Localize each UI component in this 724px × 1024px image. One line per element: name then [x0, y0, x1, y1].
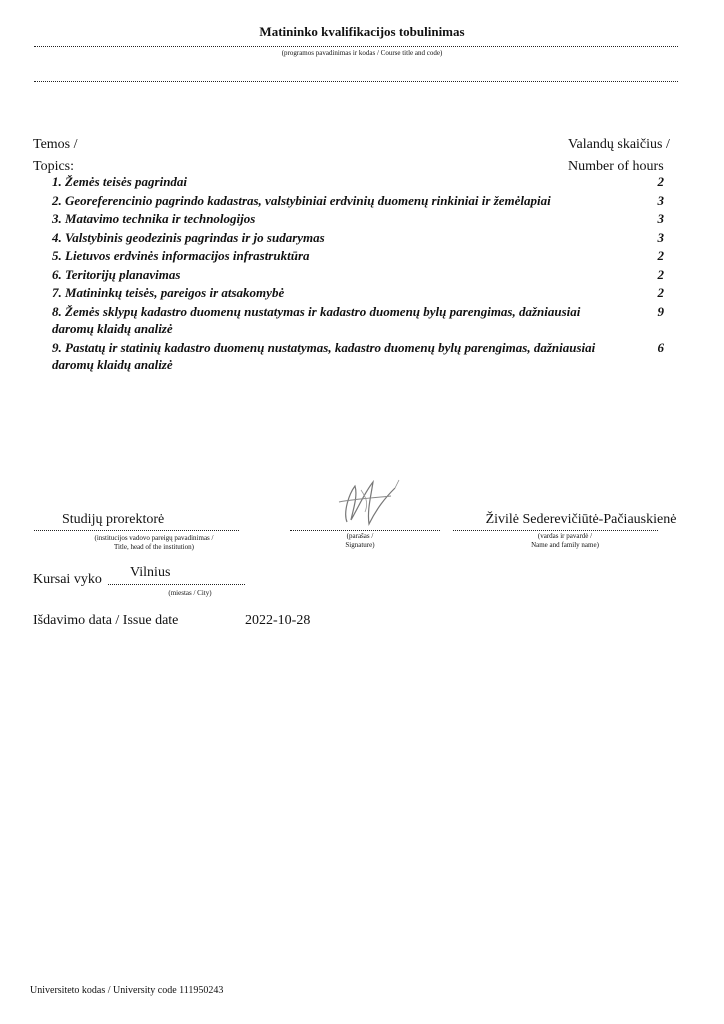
topic-text: 4. Valstybinis geodezinis pagrindas ir jo sudarymas: [52, 229, 325, 245]
list-item: [52, 192, 672, 210]
name-caption: [490, 532, 640, 550]
city-line: [108, 584, 245, 585]
location-city: Vilnius: [130, 565, 171, 580]
issue-date-value: 2022-10-28: [245, 613, 311, 628]
signature-caption-line1: (parašas /: [346, 532, 374, 540]
name-caption-line1: (vardas ir pavardė /: [537, 532, 593, 540]
list-item: [52, 247, 672, 265]
position-caption: [34, 534, 274, 552]
list-item: [52, 266, 672, 284]
city-caption: (miestas / City): [168, 589, 212, 597]
location-label: Kursai vyko: [33, 572, 102, 587]
topic-text: 2. Georeferencinio pagrindo kadastras, valstybiniai erdvinių duomenų rinkiniai ir žemėlapiai: [52, 192, 551, 208]
topic-text: 3. Matavimo technika ir technologijos: [52, 211, 256, 226]
name-line: [453, 530, 658, 531]
list-item: [52, 284, 672, 302]
topic-text: 7. Matininkų teisės, pareigos ir atsakomybė: [52, 285, 285, 300]
position-line: [34, 530, 239, 531]
list-item: [52, 229, 672, 247]
position-title: Studijų prorektorė: [62, 512, 165, 527]
topic-hours: 2: [657, 248, 664, 263]
topics-list: [52, 173, 672, 375]
position-caption-line2: Title, head of the institution): [113, 543, 195, 551]
university-code: [30, 985, 223, 996]
signatory-name: Živilė Sederevičiūtė-Pačiauskienė: [485, 512, 677, 527]
hours-header-line1: Valandų skaičius /: [568, 137, 670, 152]
issue-date-label: Išdavimo data / Issue date: [33, 613, 179, 628]
list-item: [52, 303, 672, 338]
topic-hours: 2: [657, 266, 664, 282]
topics-header: [33, 134, 78, 178]
signature-caption-line2: Signature): [345, 541, 375, 549]
course-title-caption: (programos pavadinimas ir kodas / Course title and code): [281, 49, 443, 57]
list-item: [52, 173, 672, 191]
topic-text: 1. Žemės teisės pagrindai: [52, 174, 188, 189]
university-code-value: 111950243: [179, 985, 224, 996]
name-caption-line2: Name and family name): [531, 541, 599, 549]
topic-text: 9. Pastatų ir statinių kadastro duomenų nustatymas, kadastro duomenų bylų parengimas, dažniausiai daromų klaidų analizė: [52, 339, 596, 372]
topic-hours: 2: [657, 174, 664, 189]
topic-hours: 6: [657, 339, 664, 355]
position-caption-line1: (institucijos vadovo pareigų pavadinimas /: [94, 534, 214, 542]
topic-text: 5. Lietuvos erdvinės informacijos infrastruktūra: [52, 248, 310, 263]
topic-hours: 3: [657, 229, 664, 245]
list-item: [52, 210, 672, 228]
handwritten-signature: [325, 472, 415, 530]
topic-hours: 9: [657, 303, 664, 319]
hours-header: [568, 134, 718, 178]
signature-line: [290, 530, 440, 531]
topic-hours: 3: [657, 192, 664, 208]
university-code-label: Universiteto kodas / University code: [30, 985, 177, 996]
topic-text: 8. Žemės sklypų kadastro duomenų nustatymas ir kadastro duomenų bylų parengimas, dažniausiai daromų klaidų analizė: [52, 303, 581, 336]
topic-hours: 2: [657, 285, 664, 300]
topics-header-line1: Temos /: [33, 137, 78, 152]
blank-line: [34, 81, 678, 82]
list-item: [52, 339, 672, 374]
hours-header-line2: Number of hours: [568, 159, 664, 174]
topic-text: 6. Teritorijų planavimas: [52, 266, 181, 282]
signature-caption: [290, 532, 430, 550]
topic-hours: 3: [657, 211, 664, 226]
topics-header-line2: Topics:: [33, 159, 75, 174]
course-title: Matininko kvalifikacijos tobulinimas: [259, 24, 465, 39]
title-underline: [34, 46, 678, 47]
